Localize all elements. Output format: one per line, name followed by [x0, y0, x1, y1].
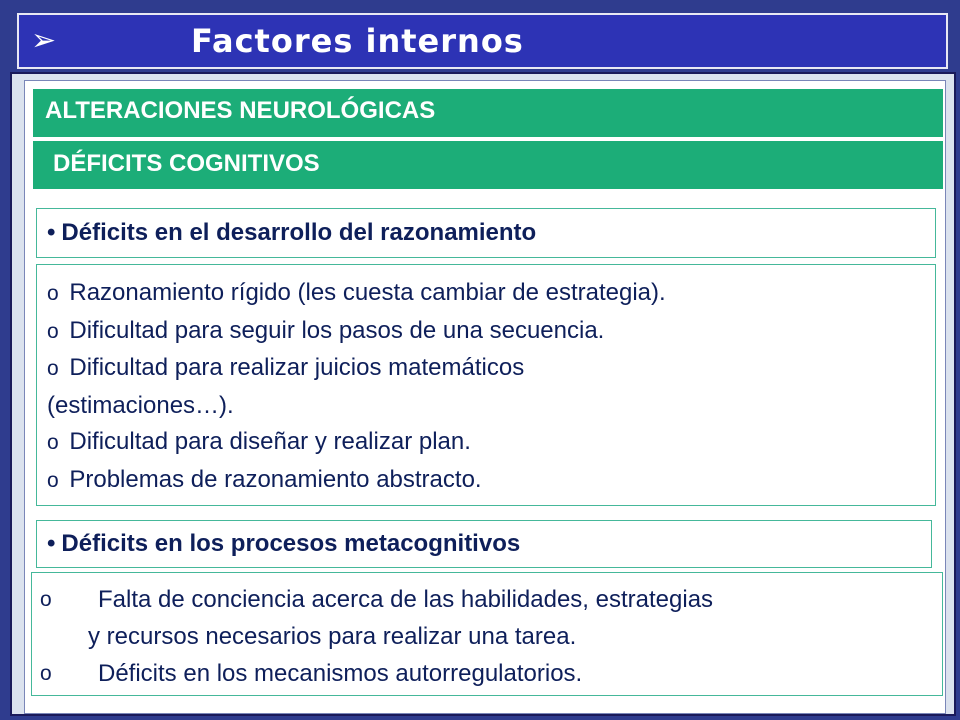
circle-bullet-icon: o — [47, 319, 59, 343]
list-item: o Dificultad para realizar juicios matemáticos — [47, 354, 525, 381]
list-item: o Déficits en los mecanismos autorregulatorios. — [40, 655, 942, 692]
list-razonamiento — [36, 264, 936, 506]
list-item: o Razonamiento rígido (les cuesta cambiar de estrategia). — [47, 279, 666, 306]
list-item: o Falta de conciencia acerca de las habilidades, estrategias y recursos necesarios para realizar una tarea. — [40, 581, 942, 655]
arrow-bullet-icon: ➢ — [31, 23, 57, 58]
slide-title: Factores internos — [191, 22, 524, 60]
section-heading-metacognitivos — [36, 520, 932, 568]
list-item: o Dificultad para diseñar y realizar plan. — [47, 428, 471, 455]
section-heading-razonamiento — [36, 208, 936, 258]
list-item-continuation: y recursos necesarios para realizar una tarea. — [88, 623, 577, 650]
band-deficits-cognitivos: DÉFICITS COGNITIVOS — [33, 141, 943, 189]
list-item: o Dificultad para seguir los pasos de una secuencia. — [47, 316, 605, 344]
list-metacognitivos — [31, 572, 943, 696]
bullet-icon: • — [47, 530, 56, 557]
heading-text: Déficits en los procesos metacognitivos — [61, 530, 521, 557]
circle-bullet-icon: o — [47, 357, 59, 380]
circle-bullet-icon: o — [40, 662, 52, 685]
circle-bullet-icon: o — [47, 282, 59, 305]
circle-bullet-icon: o — [47, 431, 59, 454]
bullet-icon: • — [47, 219, 56, 246]
title-bar — [17, 13, 948, 69]
circle-bullet-icon: o — [47, 468, 59, 492]
list-item: o Problemas de razonamiento abstracto. — [47, 465, 482, 493]
heading-text: Déficits en el desarrollo del razonamiento — [61, 219, 537, 246]
list-item-continuation: (estimaciones…). — [47, 391, 234, 419]
band-alteraciones-neurologicas: ALTERACIONES NEUROLÓGICAS — [33, 89, 943, 137]
circle-bullet-icon: o — [40, 588, 52, 611]
